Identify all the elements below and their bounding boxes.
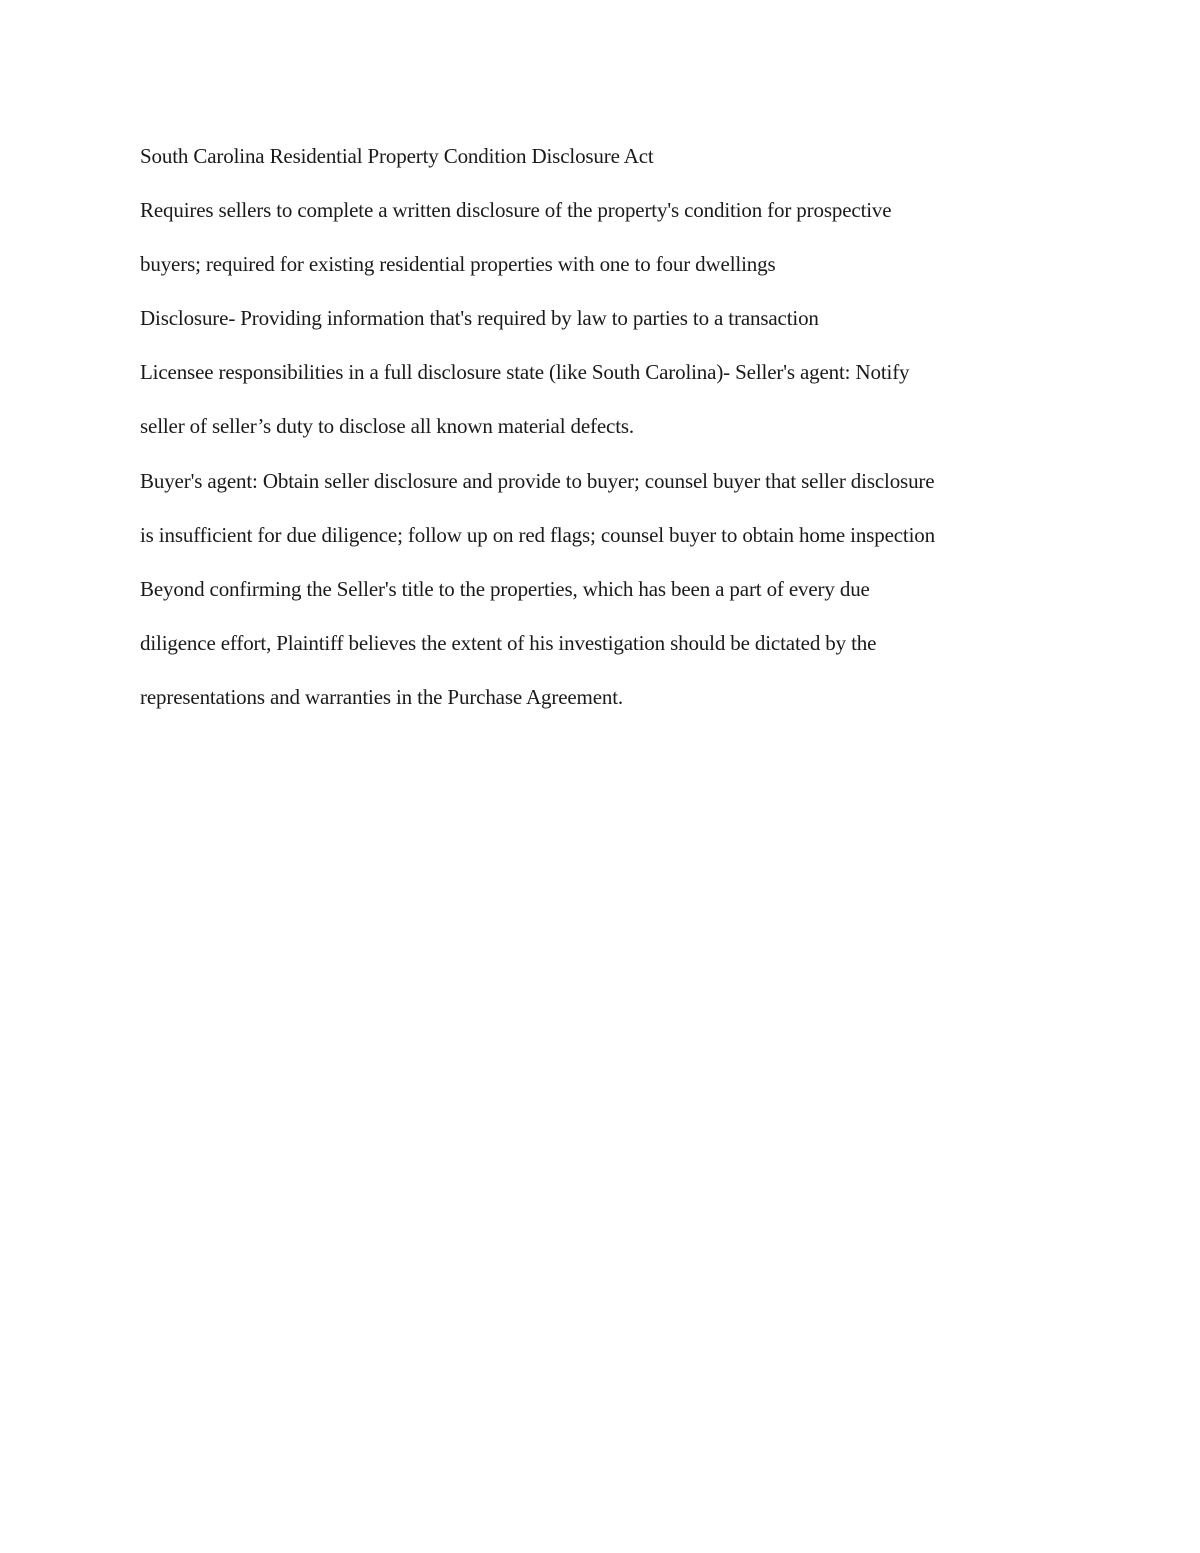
document-title: South Carolina Residential Property Condition Disclosure Act [140,144,654,168]
text-line: Beyond confirming the Seller's title to the properties, which has been a part of every due [140,576,870,601]
text-line: is insufficient for due diligence; follow up on red flags; counsel buyer to obtain home inspection [140,522,935,547]
text-line: seller of seller’s duty to disclose all known material defects. [140,414,635,439]
text-line: diligence effort, Plaintiff believes the extent of his investigation should be dictated by the [140,630,877,655]
text-line: Disclosure- Providing information that's required by law to parties to a transaction [140,306,819,331]
text-line: Licensee responsibilities in a full disclosure state (like South Carolina)- Seller's agent: Notify [140,360,910,385]
document-body [140,129,1080,724]
text-line: representations and warranties in the Purchase Agreement. [140,684,624,709]
text-line: buyers; required for existing residential properties with one to four dwellings [140,252,776,277]
text-line: Requires sellers to complete a written disclosure of the property's condition for prospective [140,198,892,223]
text-line: Buyer's agent: Obtain seller disclosure and provide to buyer; counsel buyer that seller disclosure [140,468,935,493]
